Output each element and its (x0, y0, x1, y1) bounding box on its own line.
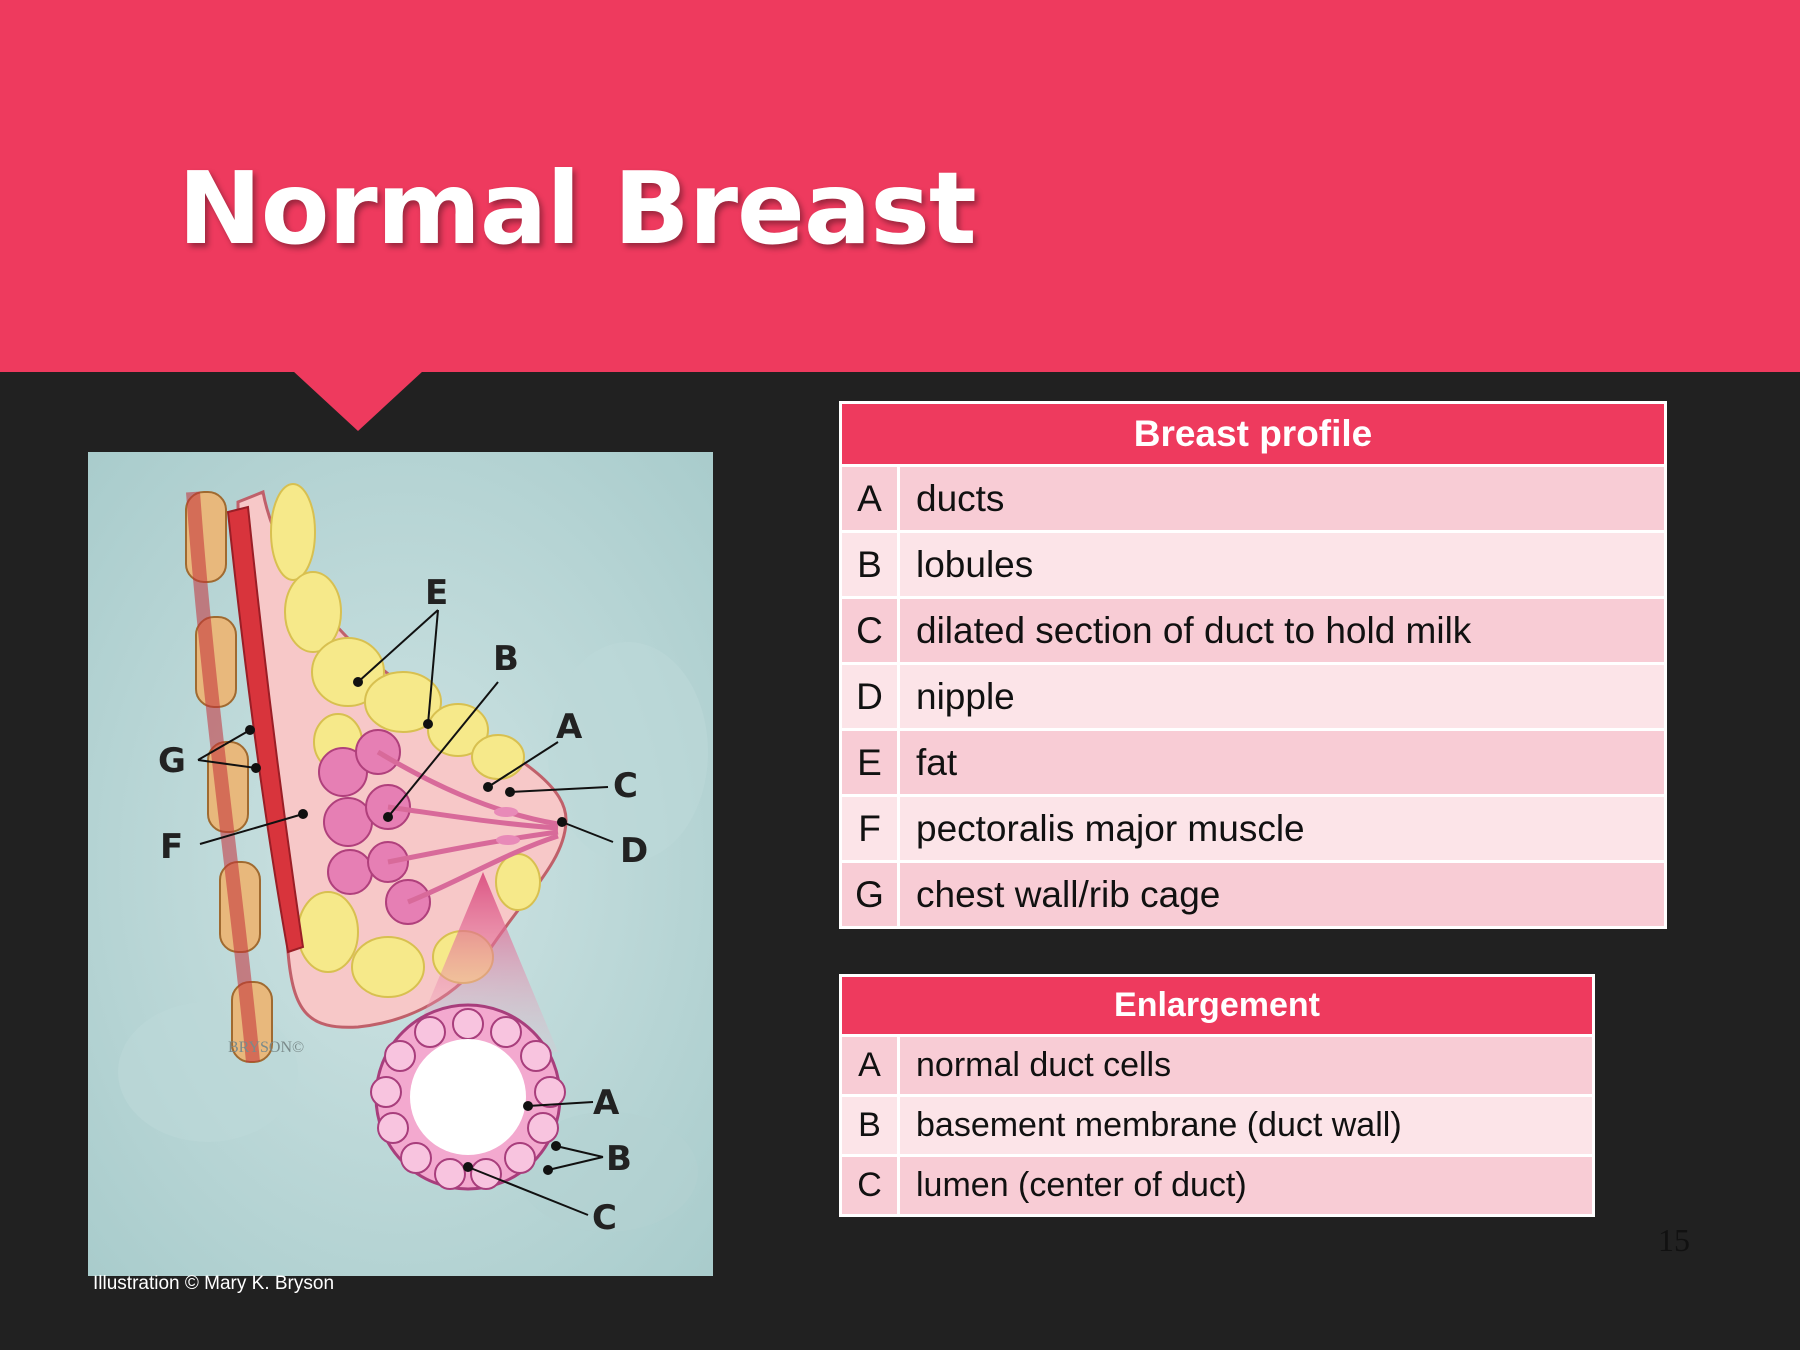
row-text: ducts (899, 466, 1666, 532)
table-row (841, 1156, 1594, 1216)
table-header: Enlargement (841, 976, 1594, 1036)
breast-anatomy-illustration (88, 452, 713, 1276)
label-e: E (425, 573, 449, 613)
table-row (841, 598, 1666, 664)
row-text: fat (899, 730, 1666, 796)
label-enlarge-c: C (592, 1198, 617, 1238)
label-enlarge-b: B (606, 1139, 632, 1179)
enlargement-table (839, 974, 1595, 1217)
row-letter: D (841, 664, 899, 730)
table-header: Breast profile (841, 403, 1666, 466)
table-row (841, 862, 1666, 928)
table-row (841, 730, 1666, 796)
row-text: chest wall/rib cage (899, 862, 1666, 928)
label-a: A (556, 707, 583, 747)
label-g: G (158, 741, 186, 781)
row-text: dilated section of duct to hold milk (899, 598, 1666, 664)
row-text: normal duct cells (899, 1036, 1594, 1096)
row-text: lumen (center of duct) (899, 1156, 1594, 1216)
label-c: C (613, 766, 638, 806)
label-d: D (620, 831, 649, 871)
row-letter: E (841, 730, 899, 796)
table-row (841, 1036, 1594, 1096)
row-text: lobules (899, 532, 1666, 598)
table-row (841, 796, 1666, 862)
row-letter: C (841, 1156, 899, 1216)
row-letter: B (841, 532, 899, 598)
illustration-credit: Illustration © Mary K. Bryson (93, 1273, 335, 1294)
row-text: nipple (899, 664, 1666, 730)
table-row (841, 1096, 1594, 1156)
page-number: 15 (1658, 1222, 1690, 1258)
row-letter: C (841, 598, 899, 664)
table-row (841, 466, 1666, 532)
row-letter: B (841, 1096, 899, 1156)
label-enlarge-a: A (593, 1083, 620, 1123)
table-row (841, 532, 1666, 598)
illustration-signature: BRYSON© (228, 1039, 305, 1056)
label-b: B (493, 639, 519, 679)
breast-profile-table (839, 401, 1667, 929)
table-row (841, 664, 1666, 730)
row-text: pectoralis major muscle (899, 796, 1666, 862)
row-letter: A (841, 466, 899, 532)
row-letter: F (841, 796, 899, 862)
row-text: basement membrane (duct wall) (899, 1096, 1594, 1156)
banner-notch (293, 371, 423, 431)
slide-title: Normal Breast (178, 150, 976, 267)
row-letter: G (841, 862, 899, 928)
label-f: F (160, 827, 184, 867)
row-letter: A (841, 1036, 899, 1096)
